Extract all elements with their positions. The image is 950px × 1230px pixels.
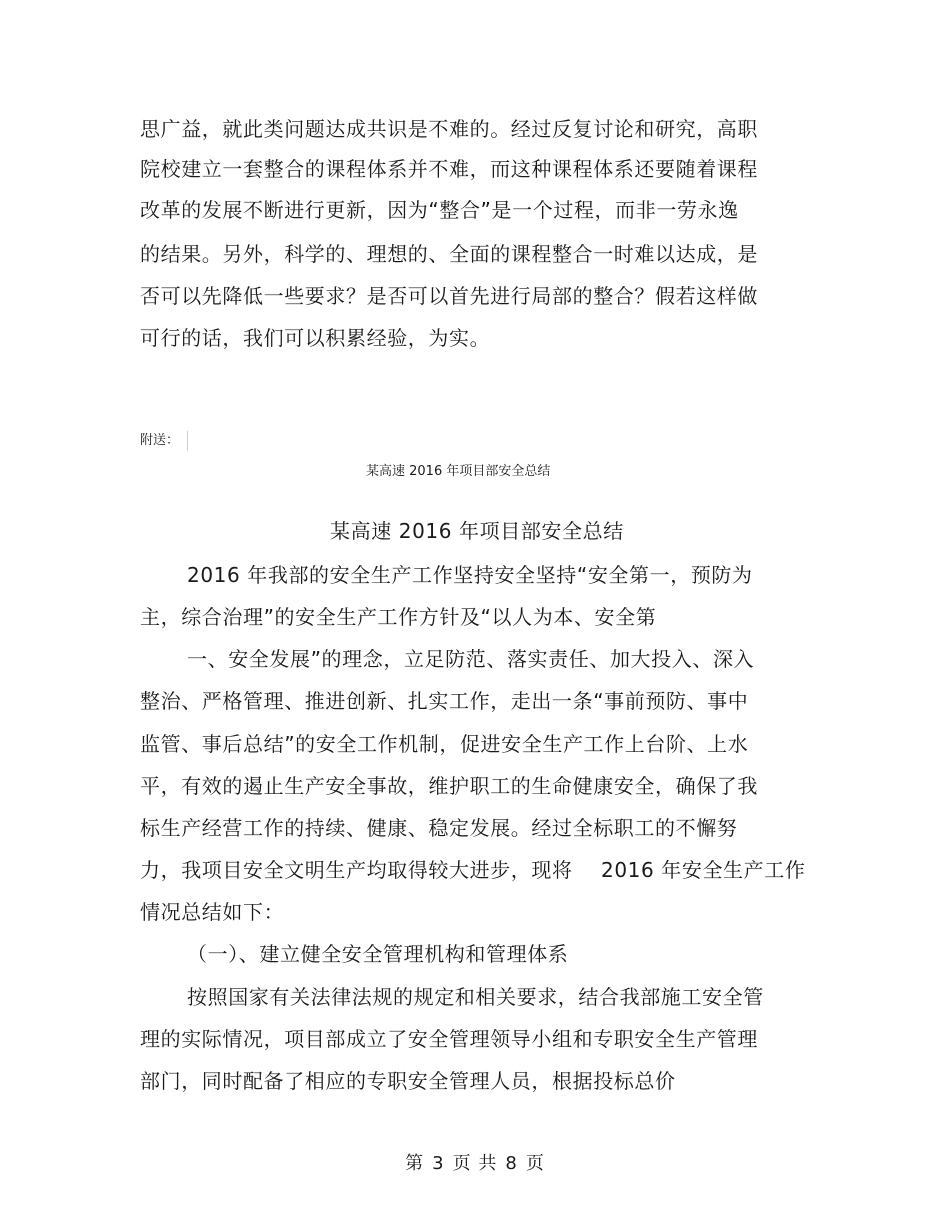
article-line: 一、安全发展”的理念，立足防范、落实责任、加大投入、深入 [187, 647, 755, 671]
article-line: 2016 年安全生产工作 [601, 858, 806, 882]
divider [187, 431, 188, 451]
article-line: 监管、事后总结”的安全工作机制，促进安全生产工作上台阶、上水 [140, 732, 749, 756]
article-line: 主，综合治理”的安全生产工作方针及“以人为本、安全第 [140, 605, 657, 629]
paragraph-line: 否可以先降低一些要求？是否可以首先进行局部的整合？假若这样做 [140, 284, 758, 308]
article-line: 部门，同时配备了相应的专职安全管理人员，根据投标总价 [140, 1069, 676, 1093]
article-line: 力，我项目安全文明生产均取得较大进步，现将 [140, 858, 573, 882]
article-line: 标生产经营工作的持续、健康、稳定发展。经过全标职工的不懈努 [140, 816, 738, 840]
paragraph-line: 院校建立一套整合的课程体系并不难，而这种课程体系还要随着课程 [140, 157, 758, 181]
article-line: 情况总结如下： [140, 900, 285, 924]
article-line: 按照国家有关法律法规的规定和相关要求，结合我部施工安全管 [187, 985, 764, 1009]
footer-prefix: 第 [405, 1153, 425, 1174]
article-line: 理的实际情况，项目部成立了安全管理领导小组和专职安全生产管理 [140, 1027, 758, 1051]
footer-suffix: 页 [525, 1153, 545, 1174]
current-page-number: 3 [432, 1153, 445, 1174]
article-line: 2016 年我部的安全生产工作坚持安全坚持“安全第一，预防为 [187, 563, 753, 587]
paragraph-line: 的结果。另外，科学的、理想的、全面的课程整合一时难以达成，是 [140, 242, 758, 266]
attachment-label: 附送： [140, 433, 180, 448]
paragraph-line: 可行的话，我们可以积累经验，为实。 [140, 326, 491, 350]
page-footer [0, 1153, 950, 1175]
total-pages-number: 8 [505, 1153, 518, 1174]
attachment-subtitle: 某高速 2016 年项目部安全总结 [366, 464, 551, 479]
paragraph-line: 改革的发展不断进行更新，因为“整合”是一个过程，而非一劳永逸 [140, 198, 739, 222]
article-line: 平，有效的遏止生产安全事故，维护职工的生命健康安全，确保了我 [140, 774, 758, 798]
paragraph-line: 思广益，就此类问题达成共识是不难的。经过反复讨论和研究，高职 [140, 117, 758, 141]
article-title: 某高速 2016 年项目部安全总结 [330, 519, 624, 543]
article-line: 整治、严格管理、推进创新、扎实工作，走出一条“事前预防、事中 [140, 689, 749, 713]
footer-mid: 页 共 [452, 1153, 498, 1174]
section-heading: （一）、建立健全安全管理机构和管理体系 [187, 942, 569, 966]
